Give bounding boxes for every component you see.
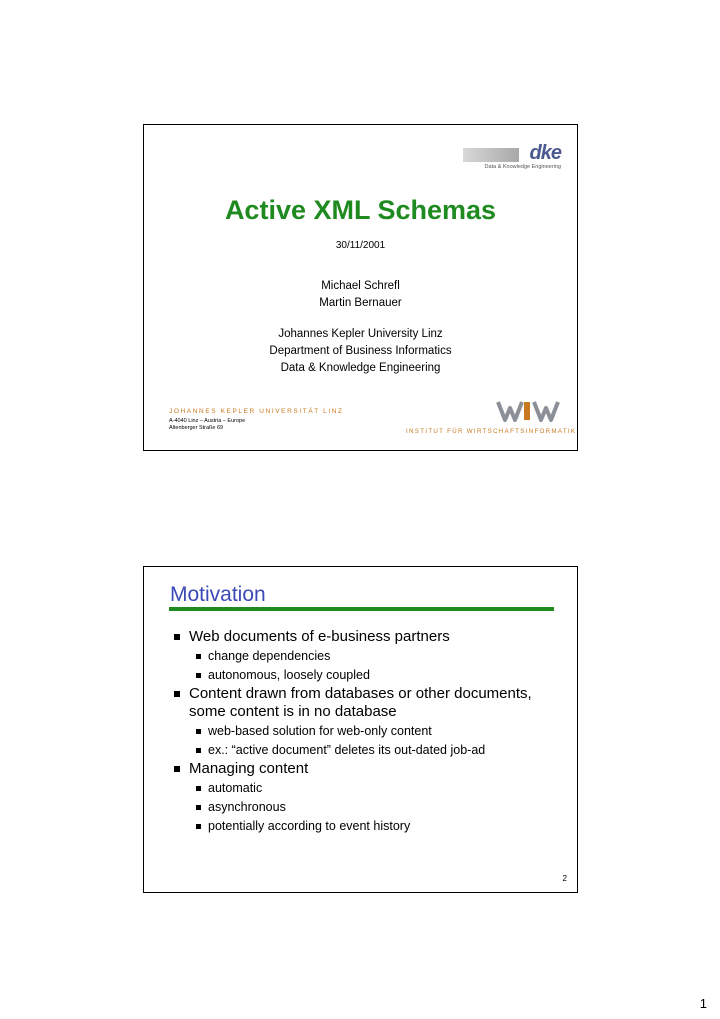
dke-logo: [463, 144, 561, 174]
square-bullet-icon: [196, 673, 201, 678]
sub-bullet-item: [174, 722, 569, 741]
square-bullet-icon: [196, 786, 201, 791]
slide-page-number: 2: [562, 874, 567, 883]
slide-title: Motivation: [170, 583, 266, 606]
bullet-list: [174, 628, 569, 836]
sub-bullet-text: autonomous, loosely coupled: [208, 668, 370, 682]
sub-bullet-item: [174, 798, 569, 817]
dke-logo-bar: [463, 148, 519, 162]
sub-bullet-item: [174, 817, 569, 836]
square-bullet-icon: [196, 805, 201, 810]
affiliation-line: Data & Knowledge Engineering: [280, 362, 441, 374]
university-name: JOHANNES KEPLER UNIVERSITÄT LINZ: [169, 408, 344, 415]
bullet-item: [174, 760, 569, 778]
author-list: [144, 278, 577, 312]
square-bullet-icon: [174, 766, 180, 772]
motivation-slide: [143, 566, 578, 893]
dke-logo-text: dke: [529, 142, 561, 164]
sub-bullet-text: asynchronous: [208, 800, 286, 814]
title-rule: [169, 607, 554, 611]
institute-name: INSTITUT FÜR WIRTSCHAFTSINFORMATIK: [406, 428, 577, 435]
bullet-text: Web documents of e-business partners: [189, 628, 450, 645]
sub-bullet-item: [174, 647, 569, 666]
affiliation-line: Department of Business Informatics: [269, 345, 452, 357]
dke-logo-subtitle: Data & Knowledge Engineering: [484, 164, 561, 170]
title-slide: [143, 124, 578, 451]
slide-title: Active XML Schemas: [224, 195, 497, 225]
author-name: Martin Bernauer: [319, 297, 402, 309]
square-bullet-icon: [196, 824, 201, 829]
address-line: A-4040 Linz – Austria – Europe: [169, 418, 246, 424]
sub-bullet-text: ex.: “active document” deletes its out-dated job-ad: [208, 743, 486, 757]
sub-bullet-list: [174, 779, 569, 836]
sub-bullet-list: [174, 647, 569, 685]
affiliation: [144, 326, 577, 377]
square-bullet-icon: [196, 748, 201, 753]
bullet-text: Managing content: [189, 760, 309, 777]
sub-bullet-text: potentially according to event history: [208, 819, 411, 833]
affiliation-line: Johannes Kepler University Linz: [278, 328, 443, 340]
square-bullet-icon: [174, 691, 180, 697]
author-name: Michael Schrefl: [321, 280, 400, 292]
university-address: [169, 418, 245, 432]
sub-bullet-text: change dependencies: [208, 649, 331, 663]
sub-bullet-text: automatic: [208, 781, 263, 795]
sub-bullet-list: [174, 722, 569, 760]
bullet-item: [174, 628, 569, 646]
bullet-item: [174, 685, 569, 721]
bullet-text: Content drawn from databases or other documents, some content is in no database: [189, 685, 532, 720]
sub-bullet-item: [174, 779, 569, 798]
sheet-page-number: 1: [699, 996, 707, 1011]
wiw-logo-icon: [496, 399, 562, 423]
sub-bullet-text: web-based solution for web-only content: [208, 724, 432, 738]
square-bullet-icon: [196, 729, 201, 734]
square-bullet-icon: [196, 654, 201, 659]
sub-bullet-item: [174, 666, 569, 685]
address-line: Altenberger Straße 69: [169, 425, 224, 431]
presentation-date: 30/11/2001: [335, 240, 386, 251]
square-bullet-icon: [174, 634, 180, 640]
sub-bullet-item: [174, 741, 569, 760]
